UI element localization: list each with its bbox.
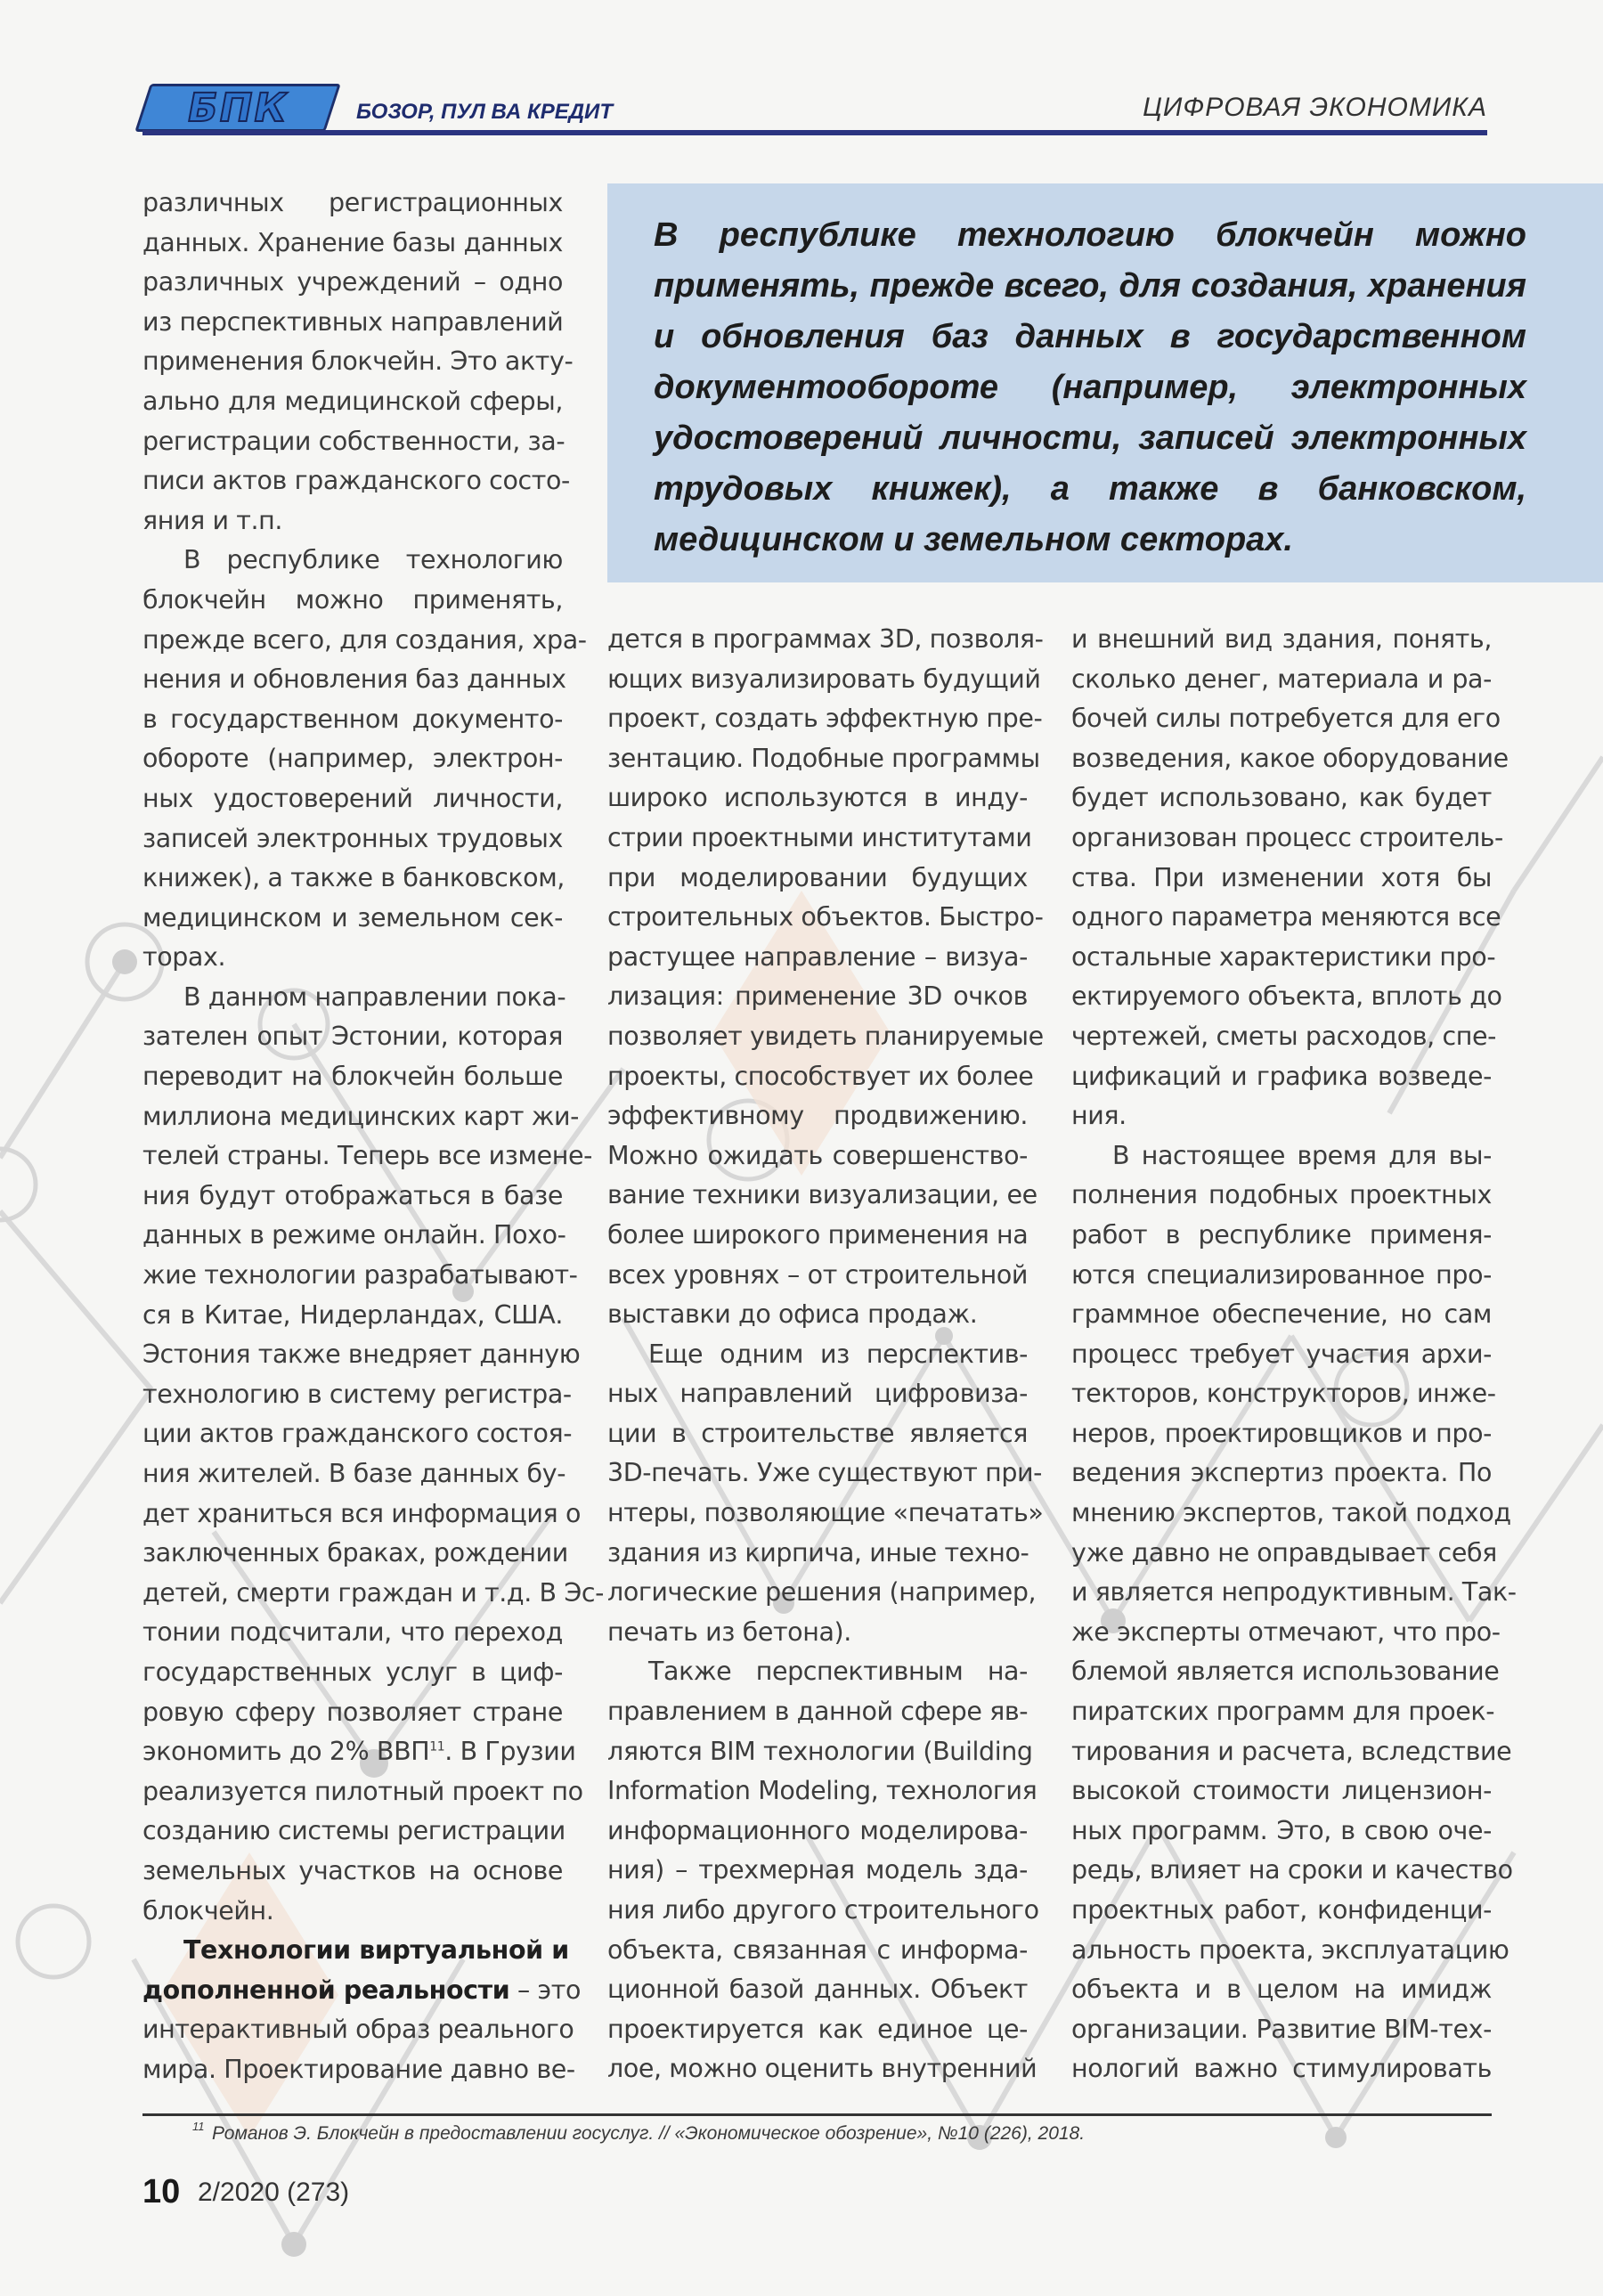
text-line: заключенных браках, рождении <box>142 1538 568 1568</box>
pull-quote-text: В республике технологию блокчейн можно применять, прежде всего, для создания, хранения и обновления баз данных в государственном документообороте (например, электронных удостоверений личности, записей электронных трудовых книжек), а также в банковском, медицинском и земельном секторах. <box>654 216 1526 558</box>
text-line: обороте (например, электрон- <box>142 744 563 774</box>
text-line: работ в республике применя- <box>1071 1219 1492 1250</box>
text-line: дет храниться вся информация о <box>142 1498 581 1528</box>
text-line: проект, создать эффектную пре- <box>607 704 1043 734</box>
text-line: и внешний вид здания, понять, <box>1071 624 1492 654</box>
text-line: текторов, конструкторов, инже- <box>1071 1379 1496 1409</box>
text-line: мнению экспертов, такой подход <box>1071 1498 1511 1528</box>
text-line <box>142 1931 569 1971</box>
publication-name: БОЗОР, ПУЛ ВА КРЕДИТ <box>356 100 613 124</box>
text-line: цификаций и графика возведе- <box>1071 1061 1492 1091</box>
text-line: Information Modeling, технология <box>607 1776 1037 1806</box>
text-line: мира. Проектирование давно ве- <box>142 2054 575 2084</box>
text-line: применения блокчейн. Это акту- <box>142 346 574 377</box>
text-line: книжек), а также в банковском, <box>142 863 565 893</box>
text-line: ния жителей. В базе данных бу- <box>142 1459 566 1488</box>
text-line: ально для медицинской сферы, <box>142 386 563 416</box>
text-line: различных учреждений – одно <box>142 267 563 297</box>
text-line: ся в Китае, Нидерландах, США. <box>142 1299 563 1330</box>
text-line: реализуется пилотный проект по <box>142 1776 583 1806</box>
footnote-divider <box>142 2113 1492 2116</box>
text-line: логические решения (например, <box>607 1577 1037 1608</box>
text-line: ния) – трехмерная модель зда- <box>607 1855 1028 1885</box>
text-line: проектируется как единое це- <box>607 2014 1028 2044</box>
text-line: телей страны. Теперь все измене- <box>142 1141 593 1171</box>
text-line: правлением в данной сфере яв- <box>607 1697 1029 1727</box>
magazine-logo <box>134 84 341 132</box>
text-line: ции актов гражданского состоя- <box>142 1419 573 1449</box>
text-line: интерактивный образ реального <box>142 2015 574 2045</box>
text-line: ния будут отображаться в базе <box>142 1180 563 1210</box>
text-line: объекта и в целом на имидж <box>1071 1974 1492 2005</box>
text-line: бочей силы потребуется для его <box>1071 704 1501 734</box>
text-line: зателен опыт Эстонии, которая <box>142 1022 563 1052</box>
text-line: тирования и расчета, вследствие <box>1071 1736 1512 1766</box>
text-line: Еще одним из перспектив- <box>648 1339 1028 1369</box>
text-line: всех уровнях – от строительной <box>607 1259 1028 1290</box>
text-line: Эстония также внедряет данную <box>142 1339 581 1370</box>
text-line: чертежей, сметы расходов, спе- <box>1071 1021 1497 1051</box>
text-line: Также перспективным на- <box>648 1657 1028 1687</box>
section-title: ЦИФРОВАЯ ЭКОНОМИКА <box>1143 93 1487 122</box>
text-line: ства. При изменении хотя бы <box>1071 862 1492 892</box>
text-line: ния. <box>1071 1101 1127 1131</box>
text-column-3 <box>1071 620 1517 2089</box>
text-line: переводит на блокчейн больше <box>142 1062 563 1092</box>
text-line: ровую сферу позволяет стране <box>142 1697 563 1727</box>
text-line: проекты, способствует их более <box>607 1061 1034 1091</box>
text-line: ются специализированное про- <box>1071 1259 1492 1290</box>
footnote <box>192 2120 1086 2145</box>
text-line: нения и обновления баз данных <box>142 664 566 695</box>
text-line: 3D-печать. Уже существуют при- <box>607 1458 1043 1488</box>
text-line: строительных объектов. Быстро- <box>607 902 1044 932</box>
text-line: широко используются в инду- <box>607 783 1028 813</box>
text-line: высокой стоимости лицензион- <box>1071 1776 1492 1806</box>
text-line: выставки до офиса продаж. <box>607 1299 978 1330</box>
text-line: сколько денег, материала и ра- <box>1071 664 1492 694</box>
text-line: блокчейн можно применять, <box>142 584 563 615</box>
text-line: технологию в систему регистра- <box>142 1379 572 1409</box>
text-line: В настоящее время для вы- <box>1112 1140 1492 1170</box>
text-line: данных. Хранение базы данных <box>142 227 563 257</box>
text-line: В данном направлении пока- <box>183 981 566 1012</box>
footnote-text: Романов Э. Блокчейн в предоставлении госуслуг. // «Экономическое обозрение», №10 (226), 2018. <box>212 2123 1086 2144</box>
text-line: уже давно не оправдывает себя <box>1071 1537 1497 1567</box>
text-line: ляются BIM технологии (Building <box>607 1736 1033 1766</box>
text-line: дополненной реальности – это <box>142 1974 581 2005</box>
text-line: записей электронных трудовых <box>142 823 563 853</box>
text-line: редь, влияет на сроки и качество <box>1071 1855 1513 1885</box>
text-line: тонии подсчитали, что переход <box>142 1617 563 1648</box>
text-line: ционной базой данных. Объект <box>607 1974 1028 2005</box>
text-line: ведения экспертиз проекта. По <box>1071 1458 1492 1488</box>
text-line: же эксперты отмечают, что про- <box>1071 1616 1501 1647</box>
text-line: организации. Развитие BIM-тех- <box>1071 2014 1492 2044</box>
text-line: информационного моделирова- <box>607 1815 1028 1845</box>
text-line: ных удостоверений личности, <box>142 783 563 813</box>
logo-text: БПК <box>183 85 292 131</box>
text-line: Можно ожидать совершенство- <box>607 1140 1028 1170</box>
text-line: различных регистрационных <box>142 188 563 217</box>
header-divider <box>142 130 1487 135</box>
text-line: медицинском и земельном сек- <box>142 902 563 932</box>
footnote-reference[interactable]: 11 <box>429 1739 445 1755</box>
text-line: лизация: применение 3D очков <box>607 981 1028 1012</box>
text-line: в государственном документо- <box>142 704 563 734</box>
text-line: организован процесс строитель- <box>1071 822 1503 852</box>
issue-number: 2/2020 (273) <box>198 2178 350 2207</box>
text-line: позволяет увидеть планируемые <box>607 1021 1044 1051</box>
text-line: вание техники визуализации, ее <box>607 1180 1037 1210</box>
text-line: стрии проектными институтами <box>607 822 1032 852</box>
text-line: ции в строительстве является <box>607 1418 1028 1448</box>
text-line: ных направлений цифровиза- <box>607 1379 1028 1409</box>
text-line: блокчейн. <box>142 1895 274 1926</box>
text-line: процесс требует участия архи- <box>1071 1339 1492 1369</box>
text-line: нологий важно стимулировать <box>1071 2054 1492 2084</box>
text-line: полнения подобных проектных <box>1071 1180 1492 1210</box>
text-line: эффективному продвижению. <box>607 1101 1028 1131</box>
text-column-1 <box>142 183 604 2090</box>
text-line: печать из бетона). <box>607 1616 851 1647</box>
text-line: зентацию. Подобные программы <box>607 743 1040 773</box>
text-line: пиратских программ для проек- <box>1071 1697 1495 1727</box>
text-line: объекта, связанная с информа- <box>607 1934 1028 1965</box>
page-number: 10 <box>142 2173 181 2211</box>
text-line: граммное обеспечение, но сам <box>1071 1299 1492 1330</box>
text-line: прежде всего, для создания, хра- <box>142 624 587 655</box>
text-line: детей, смерти граждан и т.д. В Эс- <box>142 1577 604 1608</box>
text-line: созданию системы регистрации <box>142 1816 566 1846</box>
text-line: данных в режиме онлайн. Похо- <box>142 1220 566 1250</box>
text-line: проектных работ, конфиденци- <box>1071 1895 1492 1925</box>
text-line: торах. <box>142 942 226 973</box>
text-line: лое, можно оценить внутренний <box>607 2054 1037 2084</box>
text-line: нтеры, позволяющие «печатать» <box>607 1498 1044 1528</box>
text-line: земельных участков на основе <box>142 1855 563 1885</box>
text-line: ектируемого объекта, вплоть до <box>1071 981 1502 1012</box>
text-line: при моделировании будущих <box>607 862 1028 892</box>
bold-heading-text: дополненной реальности <box>142 1974 510 2005</box>
text-line: миллиона медицинских карт жи- <box>142 1101 580 1131</box>
text-line: неров, проектировщиков и про- <box>1071 1418 1492 1448</box>
text-line: здания из кирпича, иные техно- <box>607 1537 1029 1567</box>
text-line: возведения, какое оборудование <box>1071 743 1509 773</box>
pull-quote-box <box>607 183 1603 582</box>
text-line: ных программ. Это, в свою оче- <box>1071 1815 1492 1845</box>
footnote-number: 11 <box>192 2120 205 2133</box>
text-line: экономить до 2% ВВП$^{11}$. В Грузии <box>142 1737 576 1767</box>
text-line: жие технологии разрабатывают- <box>142 1260 578 1290</box>
text-line: блемой является использование <box>1071 1657 1500 1687</box>
text-line: ния либо другого строительного <box>607 1895 1039 1925</box>
text-line: В республике технологию <box>183 545 563 575</box>
page-header <box>142 80 1487 134</box>
text-line: яния и т.п. <box>142 505 283 535</box>
text-line: дется в программах 3D, позволя- <box>607 624 1044 654</box>
text-column-2 <box>607 620 1044 2089</box>
bold-heading-text: Технологии виртуальной и <box>183 1935 569 1966</box>
text-line: из перспективных направлений <box>142 306 564 337</box>
text-line: государственных услуг в циф- <box>142 1657 563 1687</box>
text-line: остальные характеристики про- <box>1071 941 1496 972</box>
text-line: будет использовано, как будет <box>1071 783 1492 813</box>
text-line: и является непродуктивным. Так- <box>1071 1577 1517 1608</box>
text-line: альность проекта, эксплуатацию <box>1071 1934 1509 1965</box>
text-line: писи актов гражданского состо- <box>142 466 570 496</box>
text-line: ющих визуализировать будущий <box>607 664 1041 694</box>
text-line: более широкого применения на <box>607 1219 1029 1250</box>
text-line: одного параметра меняются все <box>1071 902 1501 932</box>
text-line: регистрации собственности, за- <box>142 426 566 456</box>
text-line: растущее направление – визуа- <box>607 941 1028 972</box>
